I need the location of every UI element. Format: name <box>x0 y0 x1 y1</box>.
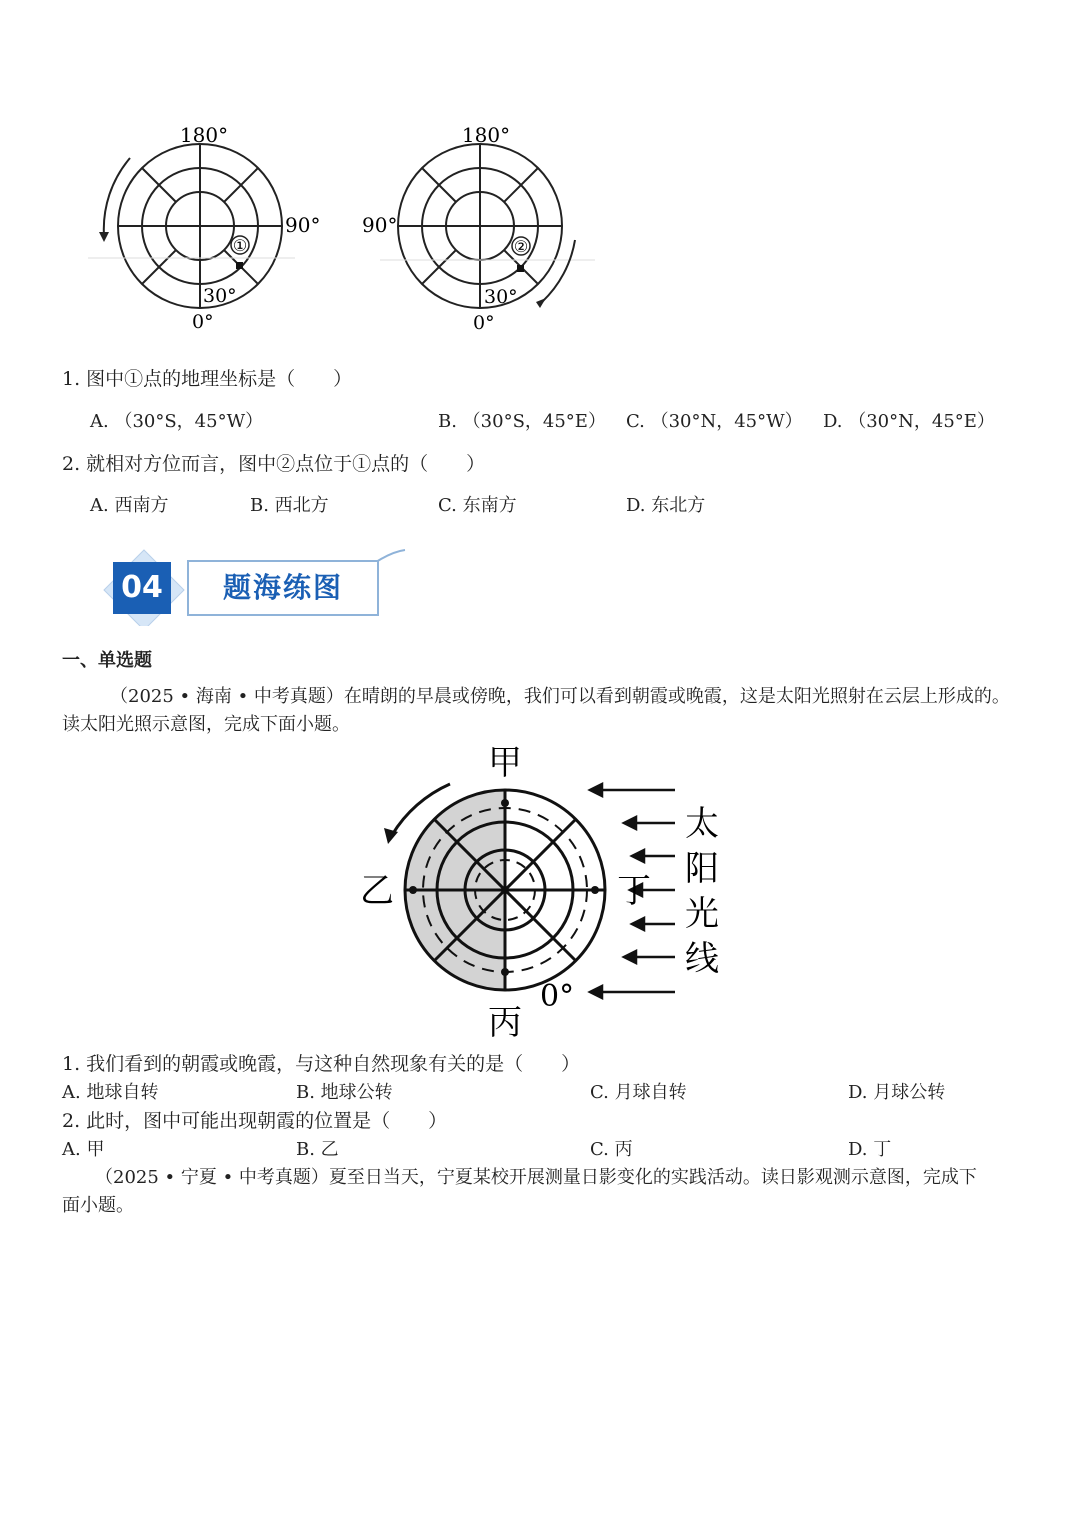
label-ding: 丁 <box>617 871 651 911</box>
passage-2-line-2: 面小题。 <box>62 1195 134 1216</box>
section-title: 题海练图 <box>187 560 379 616</box>
polar-diagram-right <box>380 144 595 308</box>
point-2-label: ② <box>513 237 529 256</box>
p2-q2-option-d[interactable]: D. 丁 <box>848 1139 892 1160</box>
q1-option-a[interactable]: A. （30°S，45°W） <box>90 411 264 432</box>
sun-char-2: 阳 <box>685 849 719 889</box>
q2-option-b[interactable]: B. 西北方 <box>250 495 329 516</box>
q2-option-d[interactable]: D. 东北方 <box>626 495 706 516</box>
p2-q1-option-d[interactable]: D. 月球公转 <box>848 1082 946 1103</box>
passage-1-line-2: 读太阳光照示意图，完成下面小题。 <box>62 714 350 735</box>
polar-diagrams-figure <box>0 110 620 340</box>
left-right-label: 90° <box>285 213 321 237</box>
point-1-label: ① <box>232 236 248 255</box>
sun-char-4: 线 <box>685 939 719 979</box>
left-top-label: 180° <box>179 123 229 147</box>
right-left-label: 90° <box>362 213 398 237</box>
right-bottom-label: 0° <box>473 312 495 334</box>
passage-2-line-1: （2025 • 宁夏 • 中考真题）夏至日当天，宁夏某校开展测量日影变化的实践活动。读日影观测示意图，完成下 <box>95 1167 977 1188</box>
q1-option-c[interactable]: C. （30°N，45°W） <box>626 411 803 432</box>
right-top-label: 180° <box>461 123 511 147</box>
q2-option-c[interactable]: C. 东南方 <box>438 495 517 516</box>
section-number-badge: 04 <box>113 562 171 614</box>
label-yi: 乙 <box>360 871 394 911</box>
label-bing: 丙 <box>488 1003 522 1040</box>
sunlight-diagram <box>340 740 740 1040</box>
p2-q1-option-a[interactable]: A. 地球自转 <box>62 1082 159 1103</box>
right-lat-label: 30° <box>484 286 518 308</box>
point-2-marker <box>517 265 524 272</box>
p2-question-1: 1. 我们看到的朝霞或晚霞，与这种自然现象有关的是（ ） <box>62 1053 581 1075</box>
section-heading: 一、单选题 <box>62 650 152 671</box>
p2-question-2: 2. 此时，图中可能出现朝霞的位置是（ ） <box>62 1110 448 1132</box>
left-lat-label: 30° <box>203 285 237 307</box>
sun-char-3: 光 <box>685 894 719 934</box>
point-1-marker <box>236 262 243 269</box>
sun-char-1: 太 <box>685 804 719 844</box>
passage-1-line-1: （2025 • 海南 • 中考真题）在晴朗的早晨或傍晚，我们可以看到朝霞或晚霞，这是太阳光照射在云层上形成的。 <box>110 686 1010 707</box>
q1-option-b[interactable]: B. （30°S，45°E） <box>438 411 606 432</box>
p2-q2-option-a[interactable]: A. 甲 <box>62 1139 105 1160</box>
p2-q1-option-c[interactable]: C. 月球自转 <box>590 1082 687 1103</box>
p2-q2-option-b[interactable]: B. 乙 <box>296 1139 339 1160</box>
polar-diagram-left <box>88 144 295 308</box>
label-jia: 甲 <box>488 743 522 783</box>
question-2: 2. 就相对方位而言，图中②点位于①点的（ ） <box>62 453 486 475</box>
p2-q1-option-b[interactable]: B. 地球公转 <box>296 1082 393 1103</box>
q2-option-a[interactable]: A. 西南方 <box>90 495 169 516</box>
left-bottom-label: 0° <box>192 311 214 333</box>
q1-option-d[interactable]: D. （30°N，45°E） <box>823 411 995 432</box>
question-1: 1. 图中①点的地理坐标是（ ） <box>62 368 353 390</box>
p2-q2-option-c[interactable]: C. 丙 <box>590 1139 633 1160</box>
label-equator: 0° <box>540 979 575 1014</box>
